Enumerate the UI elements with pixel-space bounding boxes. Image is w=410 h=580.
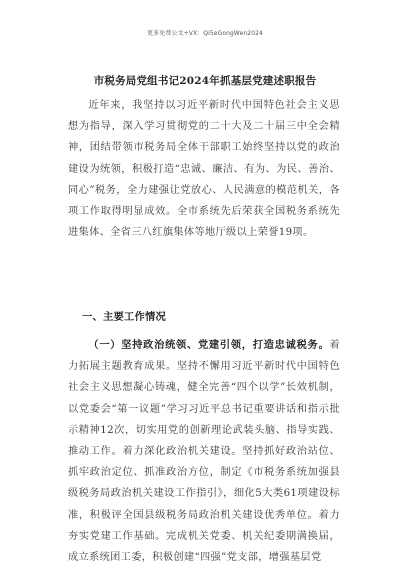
intro-paragraph: 近年来，我坚持以习近平新时代中国特色社会主义思想为指导，深入学习贯彻党的二十大及二十届三中全会精神，团结带领市税务局全体干部职工始终坚持以党的政治建设为统领，积极打造“忠诚、廉洁、有为、为民、善治、同心”税务，全力建强让党放心、人民满意的模范机关，各项工作取得明显成效。全市系统先后荣获全国税务系统先进集体、全省三八红旗集体等地厅级以上荣誉19项。 xyxy=(68,100,340,239)
document-title: 市税务局党组书记2024年抓基层党建述职报告 xyxy=(93,75,317,87)
paragraph-text: 着力拓展主题教育成果。坚持不懈用习近平新时代中国特色社会主义思想凝心铸魂，健全完善“四个以学”长效机制，以党委会“第一议题”学习习近平总书记重要讲话和指示批示精神12次，切实用党的创新理论武装头脑、指导实践、推动工作。着力深化政治机关建设。坚持抓好政治站位、抓牢政治定位、抓准政治方位，制定《市税务系统加强县级税务局政治机关建设工作指引》，细化5大类61项建设标准，积极评全国县级税务局政治机关建设优秀单位。着力夯实党建工作基础。完成机关党委、机关纪委期满换届，成立系统团工委，积极创建“四强”党支部，增强基层党 xyxy=(68,340,340,564)
body-paragraph xyxy=(68,335,340,568)
header-note: 更多免费公文+VX：Qi5eGongWen2024 xyxy=(147,30,263,37)
paragraph-lead-heading: （一）坚持政治统领、党建引领，打造忠诚税务。 xyxy=(88,339,330,351)
section-heading: 一、主要工作情况 xyxy=(82,311,166,323)
